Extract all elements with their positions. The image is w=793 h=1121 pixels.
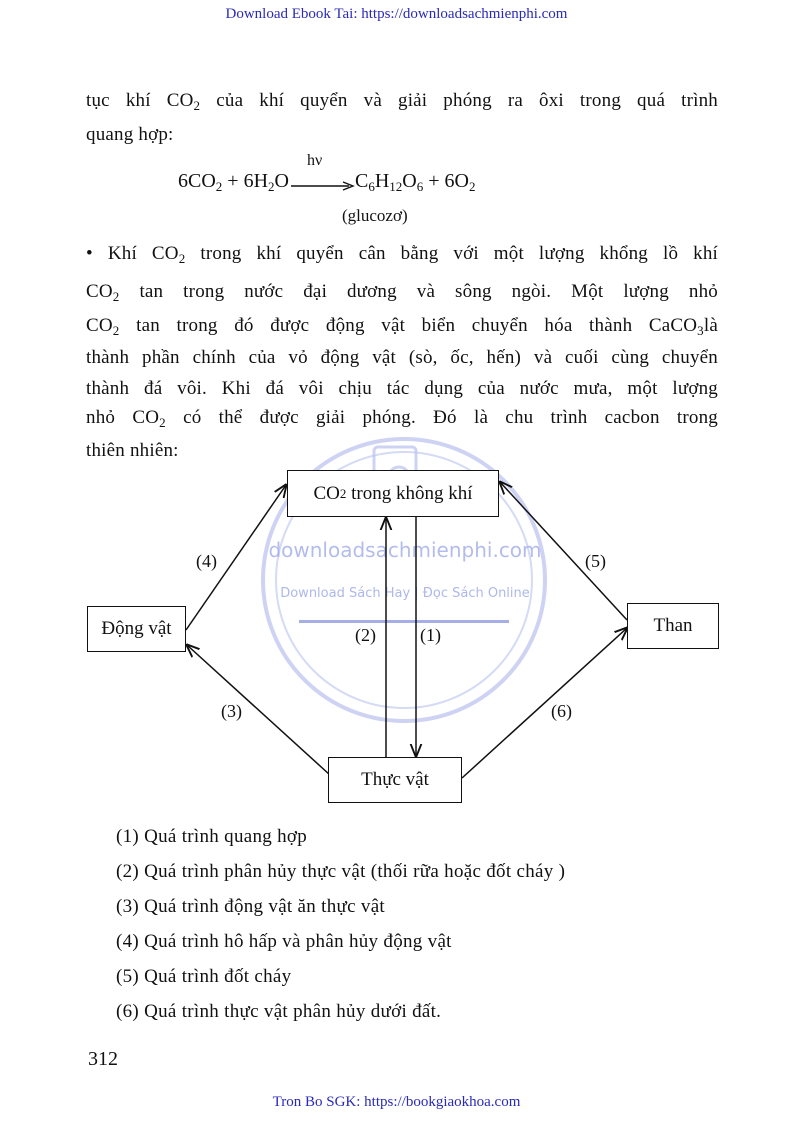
eq-term: 6CO (178, 170, 216, 192)
subscript: 2 (112, 289, 120, 304)
watermark-tagline: Download Sách Hay | Đọc Sách Online (280, 586, 530, 601)
legend-item: (2) Quá trình phân hủy thực vật (thối rữa hoặc đốt cháy ) (116, 861, 566, 882)
eq-term: O (402, 170, 417, 192)
eq-term: O (274, 170, 289, 192)
header-download-link[interactable]: Download Ebook Tai: https://downloadsachmienphi.com (225, 6, 568, 22)
page-number: 312 (88, 1048, 118, 1070)
paragraph-2-line-4: thành phần chính của vỏ động vật (sò, ốc, hến) và cuối cùng chuyển (86, 347, 718, 368)
legend-item: (4) Quá trình hô hấp và phân hủy động vật (116, 931, 452, 952)
subscript: 2 (112, 323, 120, 338)
reaction-condition: hν (306, 152, 323, 170)
eq-sub: 2 (468, 179, 476, 194)
legend-item: (5) Quá trình đốt cháy (116, 966, 292, 987)
text-fragment: • Khí CO (86, 243, 179, 264)
text-fragment: nhỏ CO (86, 407, 160, 428)
eq-sub: 6 (416, 179, 424, 194)
arrow-5 (500, 482, 627, 620)
eq-sub: 12 (389, 179, 403, 194)
text-fragment: CO (86, 281, 113, 302)
text-fragment: có thể được giải phóng. Đó là chu trình cacbon trong (183, 407, 718, 428)
eq-sub: 6 (368, 179, 375, 194)
subscript: 2 (159, 415, 166, 430)
footer-sgk-link[interactable]: Tron Bo SGK: https://bookgiaokhoa.com (272, 1094, 521, 1110)
eq-term: + 6O (423, 170, 469, 192)
eq-sub: 2 (215, 179, 223, 194)
subscript: 2 (193, 98, 201, 113)
label-6: (6) (551, 701, 572, 721)
eq-term: C (354, 170, 369, 192)
coal-box: Than (627, 603, 719, 649)
box-text: trong không khí (346, 482, 473, 504)
paragraph-2-line-5: thành đá vôi. Khi đá vôi chịu tác dụng của nước mưa, một lượng (86, 378, 718, 399)
text-fragment: là (703, 315, 718, 336)
legend-item: (6) Quá trình thực vật phân hủy dưới đất. (116, 1001, 442, 1022)
legend-item: (3) Quá trình động vật ăn thực vật (116, 896, 386, 917)
arrow-3 (187, 645, 330, 775)
eq-term: + 6H (222, 170, 269, 192)
eq-sub: 2 (268, 179, 275, 194)
text-fragment: tan trong nước đại dương và sông ngòi. Một lượng nhỏ (139, 281, 718, 302)
paragraph-2-line-7: thiên nhiên: (86, 440, 179, 461)
text-fragment: của khí quyển và giải phóng ra ôxi trong quá trình (216, 90, 719, 111)
text-fragment: tục khí CO (86, 90, 194, 111)
text-fragment: tan trong đó được động vật biển chuyển hóa thành CaCO (136, 315, 698, 336)
label-5: (5) (585, 551, 606, 571)
co2-air-box: CO 2 trong không khí (287, 470, 499, 517)
box-text: CO (313, 482, 340, 504)
plant-box: Thực vật (328, 757, 462, 803)
text-fragment: trong khí quyển cân bằng với một lượng khổng lồ khí (200, 243, 719, 264)
animal-box: Động vật (87, 606, 186, 652)
eq-term: H (374, 170, 390, 192)
watermark-site: downloadsachmienphi.com (268, 538, 542, 562)
label-4: (4) (196, 551, 217, 571)
label-1: (1) (420, 625, 441, 645)
legend-item: (1) Quá trình quang hợp (116, 826, 308, 847)
arrow-6 (462, 628, 627, 778)
label-2: (2) (355, 625, 376, 645)
paragraph-1-line-2: quang hợp: (86, 124, 174, 145)
equation-note: (glucozơ) (342, 206, 408, 225)
label-3: (3) (221, 701, 242, 721)
subscript: 3 (697, 323, 704, 338)
subscript: 2 (178, 251, 186, 266)
text-fragment: CO (86, 315, 113, 336)
